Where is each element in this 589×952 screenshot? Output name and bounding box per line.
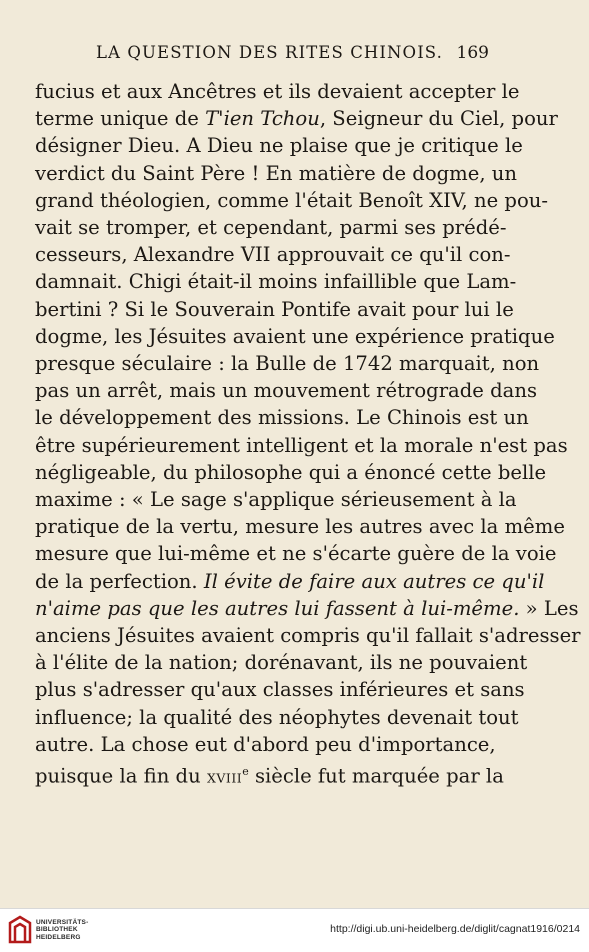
library-logo-icon [7,915,33,945]
running-title: LA QUESTION DES RITES CHINOIS. [96,43,443,62]
text-span: à l'élite de la nation; dorénavant, ils ne pouvaient [35,651,528,675]
text-span: dogme, les Jésuites avaient une expérience pratique [35,324,555,348]
text-span: presque séculaire : la Bulle de 1742 marquait, non [35,352,540,376]
text-span: autre. La chose eut d'abord peu d'importance, [35,732,496,756]
text-line [35,595,579,622]
text-line [35,132,523,159]
italic-span: n'aime pas que les autres lui fassent à lui-même. [35,596,520,620]
running-header [96,43,489,63]
text-line [35,459,547,486]
page-number: 169 [456,43,489,63]
text-line [35,377,538,404]
logo-line: UNIVERSITÄTS- [36,918,89,926]
text-line [35,622,581,649]
logo-line: BIBLIOTHEK [36,926,78,934]
text-line [35,323,555,350]
italic-span: T'ien Tchou [205,107,320,131]
text-span: » Les [519,596,579,620]
text-line [35,268,517,295]
body-text [35,78,581,792]
library-logo[interactable] [7,915,88,945]
text-line [35,214,507,241]
italic-span: Il évite de faire aux autres ce qu'il [203,569,545,593]
text-line [35,758,504,792]
small-caps-span: XVIII [206,770,243,786]
text-span: le développement des missions. Le Chinois est un [35,406,529,430]
text-span: cesseurs, Alexandre VII approuvait ce qu'il con- [35,243,511,267]
text-line [35,649,528,676]
text-line [35,704,519,731]
text-line [35,187,549,214]
text-line [35,432,568,459]
text-span: plus s'adresser qu'aux classes inférieures et sans [35,678,525,702]
text-span: désigner Dieu. A Dieu ne plaise que je critique le [35,134,523,158]
text-span: être supérieurement intelligent et la morale n'est pas [35,433,568,457]
text-line [35,241,511,268]
text-line [35,731,496,758]
text-line [35,486,517,513]
text-span: terme unique de [35,107,206,131]
text-span: grand théologien, comme l'était Benoît XIV, ne pou- [35,188,549,212]
text-line [35,568,545,595]
logo-line: HEIDELBERG [36,933,81,941]
text-span: verdict du Saint Père ! En matière de dogme, un [35,161,518,185]
text-span: maxime : « Le sage s'applique sérieusement à la [35,488,517,512]
text-line [35,160,518,187]
text-span: négligeable, du philosophe qui a énoncé cette belle [35,460,547,484]
footer-bar [0,908,589,952]
text-span: influence; la qualité des néophytes devenait tout [35,705,519,729]
text-span: de la perfection. [35,569,204,593]
text-span: anciens Jésuites avaient compris qu'il fallait s'adresser [35,624,581,648]
text-span: mesure que lui-même et ne s'écarte guère de la voie [35,542,557,566]
library-logo-text [36,919,88,942]
text-line [35,78,520,105]
text-span: pas un arrêt, mais un mouvement rétrograde dans [35,379,538,403]
text-span: siècle fut marquée par la [248,764,504,788]
text-span: damnait. Chigi était-il moins infaillible que Lam- [35,270,517,294]
text-line [35,105,558,132]
text-span: puisque la fin du [35,764,207,788]
text-span: pratique de la vertu, mesure les autres avec la même [35,515,565,539]
text-span: vait se tromper, et cependant, parmi ses prédé- [35,216,507,240]
text-line [35,513,565,540]
text-line [35,676,525,703]
text-line [35,296,514,323]
source-url-link[interactable]: http://digi.ub.uni-heidelberg.de/diglit/cagnat1916/0214 [330,923,580,935]
text-line [35,350,540,377]
text-span: fucius et aux Ancêtres et ils devaient accepter le [35,80,520,103]
text-span: , Seigneur du Ciel, pour [319,107,558,131]
text-span: bertini ? Si le Souverain Pontife avait pour lui le [35,297,514,321]
text-line [35,540,557,567]
text-line [35,404,529,431]
superscript: e [242,765,249,779]
